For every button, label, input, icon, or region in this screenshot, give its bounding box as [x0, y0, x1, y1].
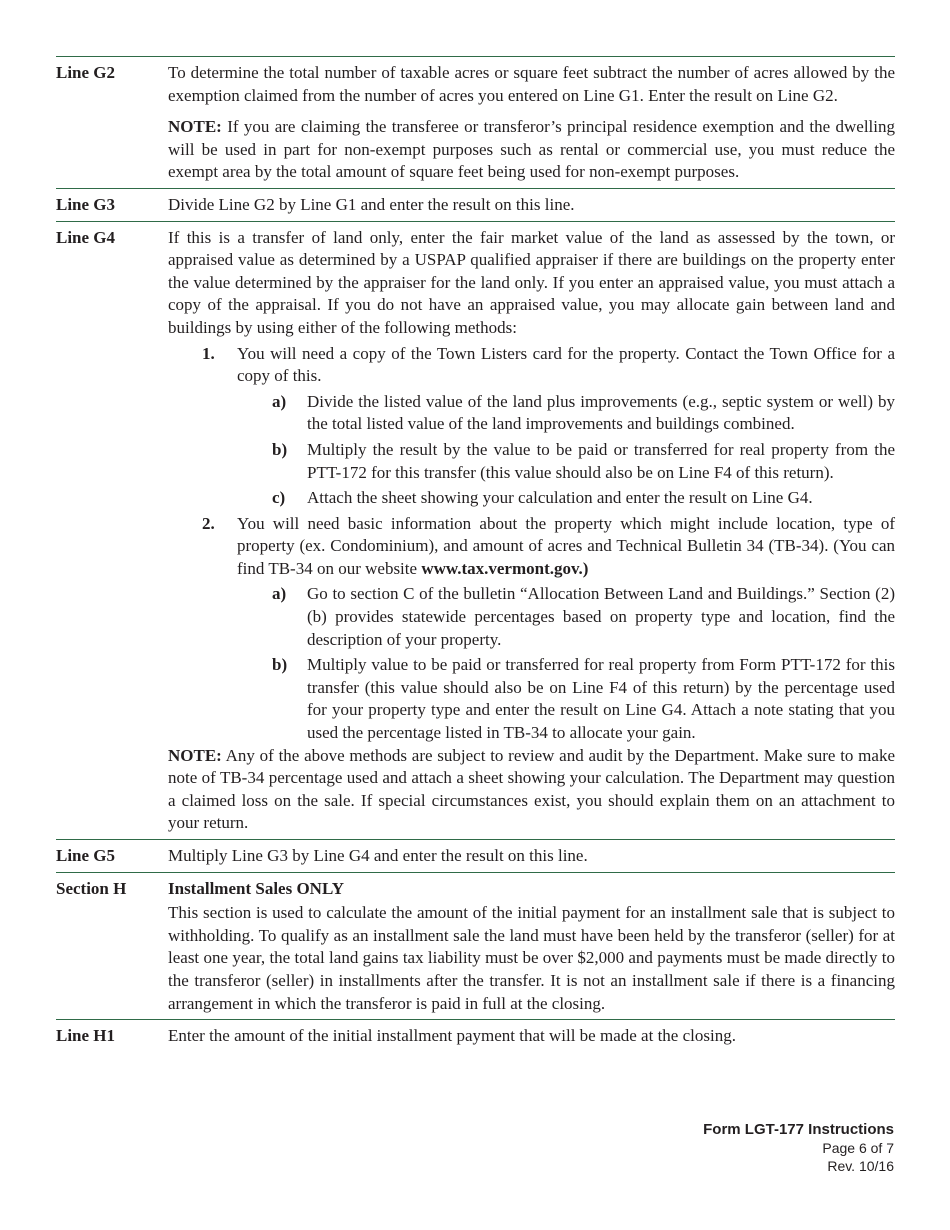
- line-label: Line G4: [56, 227, 116, 247]
- method-text: You will need a copy of the Town Listers card for the property. Contact the Town Office for a copy of this.: [237, 343, 895, 386]
- method-2-step-a: [272, 583, 895, 651]
- note-label: NOTE:: [168, 745, 222, 765]
- note: [168, 745, 895, 835]
- line-body: [168, 227, 895, 835]
- instructions-page: [56, 56, 895, 1052]
- section-line-g3: [56, 189, 895, 221]
- method-1-step-c: [272, 487, 895, 510]
- method-1: [202, 343, 895, 388]
- page-number: Page 6 of 7: [822, 1140, 894, 1156]
- section-label: Section H: [56, 878, 127, 898]
- line-label: Line G3: [56, 194, 116, 214]
- step-text: Go to section C of the bulletin “Allocation Between Land and Buildings.” Section (2)(b) provides statewide percentages based on property type and location, find the description of your property.: [307, 584, 895, 649]
- section-text: This section is used to calculate the amount of the initial payment for an installment sale that is subject to withholding. To qualify as an installment sale the land must have been held by the transferor (seller) for at least one year, the total land gains tax liability must be over $2,000 and payments must be made directly to the transferor (seller) in installments after the transfer. It is not an installment sale if there is a financing arrangement in which the transferor is paid in full at the closing.: [168, 903, 895, 1013]
- line-label: Line H1: [56, 1026, 116, 1046]
- website-link[interactable]: www.tax.vermont.gov.): [421, 558, 589, 578]
- step-text: Divide the listed value of the land plus improvements (e.g., septic system or well) by the total listed value of the land improvements and buildings combined.: [307, 391, 895, 434]
- step-text: Multiply value to be paid or transferred for real property from Form PTT-172 for this transfer (this value should also be on Line F4 of this return) by the percentage used for your property type and enter the result on Line G4. Attach a note stating that you used the percentage listed in TB-34 to allocate your gain.: [307, 655, 895, 743]
- method-2-step-b: [272, 654, 895, 744]
- method-1-step-a: [272, 391, 895, 436]
- line-label: Line G5: [56, 846, 116, 865]
- method-number: 2.: [202, 513, 215, 533]
- section-line-g4: [56, 222, 895, 839]
- section-h: [56, 873, 895, 1020]
- method-2: [202, 513, 895, 581]
- step-text: Attach the sheet showing your calculation and enter the result on Line G4.: [307, 488, 813, 508]
- form-title: Form LGT-177 Instructions: [703, 1121, 894, 1138]
- note-label: NOTE:: [168, 117, 222, 137]
- section-line-g2: [56, 57, 895, 188]
- revision-date: Rev. 10/16: [827, 1158, 894, 1174]
- section-line-h1: [56, 1020, 895, 1052]
- step-letter: b): [272, 655, 288, 675]
- note: [168, 116, 895, 184]
- step-text: Multiply the result by the value to be paid or transferred for real property from the PTT-172 for this transfer (this value should also be on Line F4 of this return).: [307, 439, 895, 482]
- step-letter: a): [272, 584, 287, 604]
- line-text: Divide Line G2 by Line G1 and enter the result on this line.: [168, 194, 575, 214]
- line-text: Multiply Line G3 by Line G4 and enter the result on this line.: [168, 846, 588, 865]
- section-heading: Installment Sales ONLY: [168, 878, 345, 898]
- method-text-body: You will need basic information about the property which might include location, type of property (ex. Condominium), and amount of acres and Technical Bulletin 34 (TB-34). (You can find TB-34 on our website: [237, 513, 895, 578]
- note-text: Any of the above methods are subject to review and audit by the Department. Make sure to make note of TB-34 percentage used and attach a sheet showing your calculation. The Department may question a claimed loss on the sale. If special circumstances exist, you should explain them on an attachment to your return.: [168, 745, 895, 833]
- line-text: To determine the total number of taxable acres or square feet subtract the number of acres allowed by the exemption claimed from the number of acres you entered on Line G1. Enter the result on Line G2.: [168, 63, 895, 105]
- line-body: [168, 62, 895, 184]
- page-footer: [703, 1121, 894, 1175]
- section-body: [168, 878, 895, 1016]
- line-text: Enter the amount of the initial installment payment that will be made at the closing.: [168, 1026, 736, 1046]
- method-number: 1.: [202, 343, 215, 363]
- line-label: Line G2: [56, 63, 116, 82]
- method-text: [237, 513, 895, 581]
- step-letter: a): [272, 391, 287, 411]
- line-text: If this is a transfer of land only, enter the fair market value of the land as assessed by the town, or appraised value as determined by a USPAP qualified appraiser if there are buildings on the property enter the value determined by the appraiser for the land only. If you enter an appraised value, you must attach a copy of the appraisal. If you do not have an appraised value, you may allocate gain between land and buildings by using either of the following methods:: [168, 227, 895, 337]
- method-1-step-b: [272, 439, 895, 484]
- step-letter: c): [272, 488, 286, 508]
- note-text: If you are claiming the transferee or transferor’s principal residence exemption and the dwelling will be used in part for non-exempt purposes such as rental or commercial use, you must reduce the exempt area by the total amount of square feet being used for non-exempt purposes.: [168, 117, 895, 182]
- step-letter: b): [272, 439, 288, 459]
- section-line-g5: [56, 840, 895, 872]
